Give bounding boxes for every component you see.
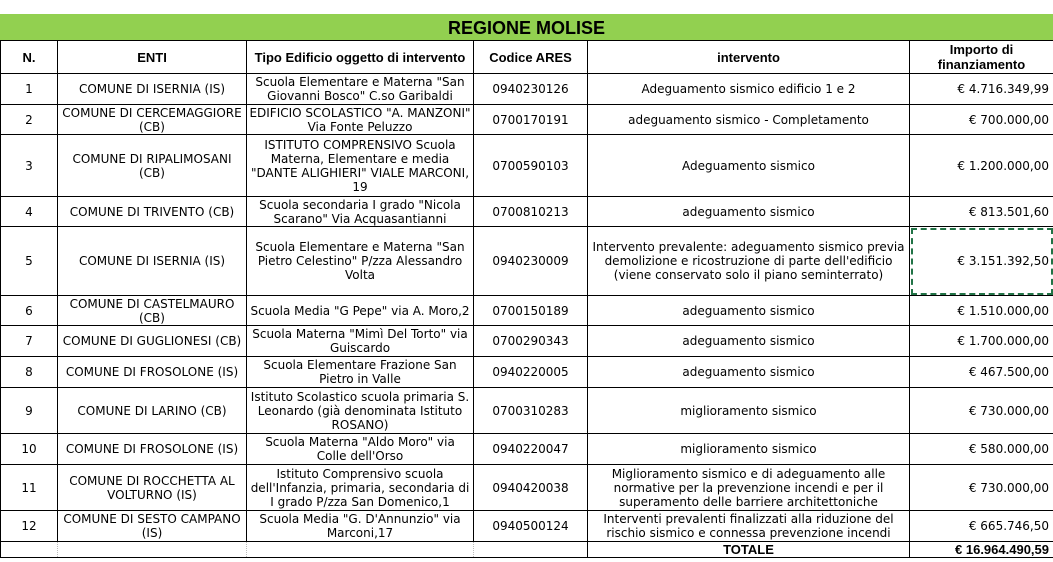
cell-codice[interactable]: 0940500124: [474, 511, 588, 542]
table-row: [1, 434, 1053, 465]
cell-ente[interactable]: COMUNE DI ROCCHETTA AL VOLTURNO (IS): [58, 465, 247, 511]
cell-codice[interactable]: 0700310283: [474, 388, 588, 434]
header-intervento[interactable]: intervento: [588, 41, 910, 74]
cell-intervento[interactable]: adeguamento sismico - Completamento: [588, 105, 910, 135]
cell-n[interactable]: 4: [1, 197, 58, 227]
table-row: [1, 135, 1053, 197]
cell-n[interactable]: 8: [1, 357, 58, 388]
cell-edificio[interactable]: Scuola Media "G Pepe" via A. Moro,2: [247, 296, 474, 326]
cell-intervento[interactable]: adeguamento sismico: [588, 197, 910, 227]
cell-intervento[interactable]: Intervento prevalente: adeguamento sismico previa demolizione e ricostruzione di parte dell'edificio (viene conservato solo il piano seminterrato): [588, 227, 910, 296]
total-label[interactable]: TOTALE: [588, 542, 910, 558]
cell-codice[interactable]: 0940230009: [474, 227, 588, 296]
header-importo[interactable]: Importo di finanziamento: [910, 41, 1053, 74]
funding-table: [0, 40, 1053, 558]
cell-n[interactable]: 2: [1, 105, 58, 135]
sheet-title[interactable]: REGIONE MOLISE: [0, 14, 1053, 40]
cell-importo[interactable]: € 700.000,00: [910, 105, 1053, 135]
cell-ente[interactable]: COMUNE DI FROSOLONE (IS): [58, 434, 247, 465]
cell-edificio[interactable]: Scuola Elementare Frazione San Pietro in Valle: [247, 357, 474, 388]
cell-intervento[interactable]: Adeguamento sismico: [588, 135, 910, 197]
cell-intervento[interactable]: miglioramento sismico: [588, 388, 910, 434]
cell-edificio[interactable]: Scuola Media "G. D'Annunzio" via Marconi,17: [247, 511, 474, 542]
table-row: [1, 227, 1053, 296]
header-enti[interactable]: ENTI: [58, 41, 247, 74]
cell-importo[interactable]: € 1.200.000,00: [910, 135, 1053, 197]
cell-codice[interactable]: 0940230126: [474, 74, 588, 105]
cell-ente[interactable]: COMUNE DI ISERNIA (IS): [58, 74, 247, 105]
cell-edificio[interactable]: Scuola Materna "Mimì Del Torto" via Guiscardo: [247, 326, 474, 357]
cell-codice[interactable]: 0940420038: [474, 465, 588, 511]
cell-edificio[interactable]: Scuola Elementare e Materna "San Giovanni Bosco" C.so Garibaldi: [247, 74, 474, 105]
table-row: [1, 326, 1053, 357]
cell-ente[interactable]: COMUNE DI RIPALIMOSANI (CB): [58, 135, 247, 197]
cell-importo[interactable]: € 730.000,00: [910, 388, 1053, 434]
cell-ente[interactable]: COMUNE DI SESTO CAMPANO (IS): [58, 511, 247, 542]
cell-intervento[interactable]: adeguamento sismico: [588, 296, 910, 326]
cell-intervento[interactable]: adeguamento sismico: [588, 326, 910, 357]
table-row: [1, 511, 1053, 542]
cell-ente[interactable]: COMUNE DI GUGLIONESI (CB): [58, 326, 247, 357]
cell-ente[interactable]: COMUNE DI TRIVENTO (CB): [58, 197, 247, 227]
cell-ente[interactable]: COMUNE DI LARINO (CB): [58, 388, 247, 434]
cell-n[interactable]: 7: [1, 326, 58, 357]
cell-n[interactable]: 9: [1, 388, 58, 434]
cell-codice[interactable]: 0700290343: [474, 326, 588, 357]
header-tipo-edificio[interactable]: Tipo Edificio oggetto di intervento: [247, 41, 474, 74]
cell-n[interactable]: 1: [1, 74, 58, 105]
cell-intervento[interactable]: miglioramento sismico: [588, 434, 910, 465]
cell-edificio[interactable]: Istituto Comprensivo scuola dell'Infanzia, primaria, secondaria di I grado P/zza San Domenico,1: [247, 465, 474, 511]
cell-n[interactable]: 11: [1, 465, 58, 511]
cell-codice[interactable]: 0940220047: [474, 434, 588, 465]
cell-intervento[interactable]: Adeguamento sismico edificio 1 e 2: [588, 74, 910, 105]
cell-edificio[interactable]: Istituto Scolastico scuola primaria S. Leonardo (già denominata Istituto ROSANO): [247, 388, 474, 434]
cell-ente[interactable]: COMUNE DI ISERNIA (IS): [58, 227, 247, 296]
cell-n[interactable]: 6: [1, 296, 58, 326]
cell-importo[interactable]: € 813.501,60: [910, 197, 1053, 227]
cell-intervento[interactable]: adeguamento sismico: [588, 357, 910, 388]
cell-edificio[interactable]: Scuola Materna "Aldo Moro" via Colle dell'Orso: [247, 434, 474, 465]
cell-importo[interactable]: € 730.000,00: [910, 465, 1053, 511]
table-row: [1, 296, 1053, 326]
cell-importo[interactable]: € 1.510.000,00: [910, 296, 1053, 326]
cell-n[interactable]: 5: [1, 227, 58, 296]
total-amount[interactable]: € 16.964.490,59: [910, 542, 1053, 558]
table-row: [1, 105, 1053, 135]
cell-n[interactable]: 12: [1, 511, 58, 542]
empty-cell[interactable]: [58, 542, 247, 558]
empty-cell[interactable]: [474, 542, 588, 558]
cell-importo[interactable]: € 4.716.349,99: [910, 74, 1053, 105]
cell-importo-selected[interactable]: € 3.151.392,50: [910, 227, 1053, 296]
cell-ente[interactable]: COMUNE DI CERCEMAGGIORE (CB): [58, 105, 247, 135]
cell-importo[interactable]: € 1.700.000,00: [910, 326, 1053, 357]
cell-intervento[interactable]: Miglioramento sismico e di adeguamento alle normative per la prevenzione incendi e per il superamento delle barriere architettoniche: [588, 465, 910, 511]
cell-codice[interactable]: 0940220005: [474, 357, 588, 388]
cell-edificio[interactable]: Scuola Elementare e Materna "San Pietro Celestino" P/zza Alessandro Volta: [247, 227, 474, 296]
table-row: [1, 465, 1053, 511]
empty-cell[interactable]: [1, 542, 58, 558]
cell-edificio[interactable]: EDIFICIO SCOLASTICO "A. MANZONI" Via Fonte Peluzzo: [247, 105, 474, 135]
table-row: [1, 197, 1053, 227]
table-row: [1, 388, 1053, 434]
cell-importo[interactable]: € 665.746,50: [910, 511, 1053, 542]
cell-n[interactable]: 3: [1, 135, 58, 197]
cell-codice[interactable]: 0700590103: [474, 135, 588, 197]
cell-intervento[interactable]: Interventi prevalenti finalizzati alla riduzione del rischio sismico e connessa prevenzione incendi: [588, 511, 910, 542]
cell-ente[interactable]: COMUNE DI FROSOLONE (IS): [58, 357, 247, 388]
cell-edificio[interactable]: Scuola secondaria I grado "Nicola Scarano" Via Acquasantianni: [247, 197, 474, 227]
cell-importo[interactable]: € 580.000,00: [910, 434, 1053, 465]
empty-cell[interactable]: [247, 542, 474, 558]
cell-n[interactable]: 10: [1, 434, 58, 465]
cell-codice[interactable]: 0700150189: [474, 296, 588, 326]
header-row: [1, 41, 1053, 74]
cell-ente[interactable]: COMUNE DI CASTELMAURO (CB): [58, 296, 247, 326]
cell-edificio[interactable]: ISTITUTO COMPRENSIVO Scuola Materna, Elementare e media "DANTE ALIGHIERI" VIALE MARCONI, 19: [247, 135, 474, 197]
cell-importo[interactable]: € 467.500,00: [910, 357, 1053, 388]
cell-codice[interactable]: 0700170191: [474, 105, 588, 135]
header-n[interactable]: N.: [1, 41, 58, 74]
table-row: [1, 74, 1053, 105]
cell-codice[interactable]: 0700810213: [474, 197, 588, 227]
total-row: [1, 542, 1053, 558]
table-row: [1, 357, 1053, 388]
header-codice-ares[interactable]: Codice ARES: [474, 41, 588, 74]
